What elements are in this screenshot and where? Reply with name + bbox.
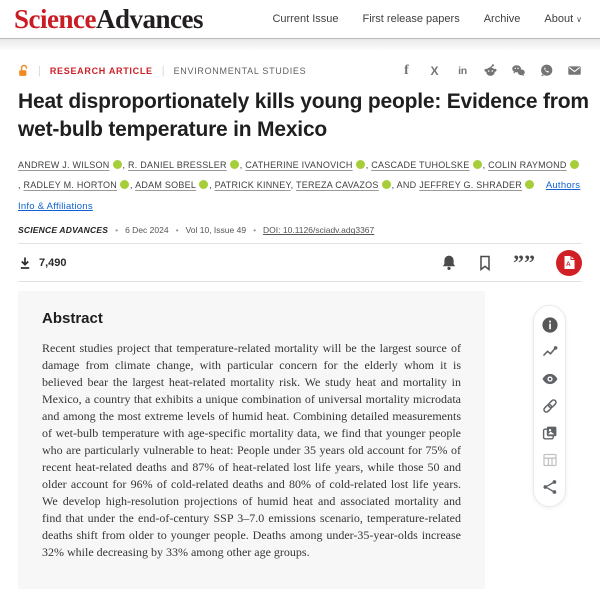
svg-text:A: A: [566, 261, 571, 269]
info-icon[interactable]: [541, 316, 559, 334]
logo-advances: Advances: [95, 3, 203, 34]
alerts-bell-icon[interactable]: [441, 254, 457, 271]
doi-link[interactable]: DOI: 10.1126/sciadv.adq3367: [263, 225, 375, 236]
citation-quote-icon[interactable]: ””: [513, 249, 535, 275]
author-separator: ,: [209, 180, 215, 191]
facebook-icon[interactable]: f: [404, 62, 409, 78]
nav-item[interactable]: Current Issue: [272, 13, 339, 25]
author-link[interactable]: COLIN RAYMOND: [488, 160, 567, 171]
download-icon[interactable]: [18, 256, 32, 270]
site-header: [0, 0, 600, 38]
orcid-icon[interactable]: [199, 180, 208, 189]
badge-row: [18, 63, 582, 78]
nav-item[interactable]: About ∨: [544, 13, 582, 25]
bullet: •: [175, 225, 179, 236]
author-separator: ,: [122, 160, 129, 171]
author-link[interactable]: PATRICK KINNEY: [214, 180, 291, 191]
author-link[interactable]: ADAM SOBEL: [135, 180, 197, 191]
bullet: •: [253, 225, 257, 236]
header-shadow-band: [0, 38, 600, 50]
author-separator: ,: [290, 180, 296, 191]
bullet: •: [115, 225, 119, 236]
main-nav: [272, 13, 582, 25]
divider: [18, 281, 582, 282]
wechat-icon[interactable]: [511, 63, 526, 78]
orcid-icon[interactable]: [356, 160, 365, 169]
linkedin-icon[interactable]: in: [458, 64, 467, 77]
x-icon[interactable]: X: [430, 63, 439, 78]
author-link[interactable]: JEFFREY G. SHRADER: [419, 180, 523, 191]
author-separator: ,: [239, 160, 246, 171]
authors-info-link[interactable]: Authors Info & Affiliations: [18, 180, 581, 213]
article-type-label[interactable]: RESEARCH ARTICLE: [49, 65, 153, 76]
abstract-text: Recent studies project that temperature-related mortality will be the largest source of damage from climate change, with particular concern for the elderly whom it is believed bear the largest heat-related mortality risk. We study heat and mortality in Mexico, a country that exhibits a unique combination of universal mortality microdata and among the most extreme levels of humid heat. Combining detailed measurements of wet-bulb temperature with age-specific mortality data, we find that younger people who are particularly vulnerable to heat: People under 35 years old account for 75% of recent heat-related deaths and 87% of heat-related lost life years, while those 50 and older account for 96% of cold-related deaths and 80% of cold-related lost life years. We develop high-resolution projections of humid heat and associated mortality and find that under the end-of-century SSP 3–7.0 emissions scenario, temperature-related deaths shift from older to younger people. Deaths among under-35-year-olds increase 32% while decreasing by 33% among other age groups.: [42, 341, 461, 560]
volume-issue: Vol 10, Issue 49: [185, 225, 247, 236]
orcid-icon[interactable]: [382, 180, 391, 189]
downloads-metric: [18, 256, 67, 270]
action-icon-bar: [441, 250, 582, 276]
author-separator: ,: [18, 180, 24, 191]
author-list: [18, 155, 582, 217]
separator: |: [161, 64, 165, 77]
email-icon[interactable]: [567, 63, 582, 78]
author-link[interactable]: CATHERINE IVANOVICH: [245, 160, 353, 171]
orcid-icon[interactable]: [120, 180, 129, 189]
science-advances-logo[interactable]: [14, 3, 203, 34]
metrics-icon[interactable]: [541, 343, 559, 361]
share-icon[interactable]: [541, 478, 559, 496]
chevron-down-icon: ∨: [576, 15, 582, 24]
orcid-icon[interactable]: [113, 160, 122, 169]
publish-date: 6 Dec 2024: [125, 225, 169, 236]
orcid-icon[interactable]: [570, 160, 579, 169]
tables-icon[interactable]: [541, 451, 559, 469]
metrics-row: [18, 244, 582, 281]
bookmark-icon[interactable]: [478, 255, 492, 271]
author-separator: , AND: [391, 180, 420, 191]
author-link[interactable]: RADLEY M. HORTON: [23, 180, 118, 191]
subject-label[interactable]: ENVIRONMENTAL STUDIES: [173, 65, 307, 76]
article-tool-rail: [533, 305, 566, 507]
author-link[interactable]: CASCADE TUHOLSKE: [371, 160, 470, 171]
journal-name: SCIENCE ADVANCES: [18, 225, 109, 236]
abstract-panel: [18, 291, 485, 589]
nav-item[interactable]: Archive: [483, 13, 521, 25]
author-link[interactable]: ANDREW J. WILSON: [18, 160, 110, 171]
share-icon-bar: [399, 63, 582, 78]
article-type-group: [18, 64, 306, 77]
views-eye-icon[interactable]: [541, 370, 559, 388]
logo-science: Science: [14, 3, 96, 34]
author-link[interactable]: R. DANIEL BRESSLER: [128, 160, 227, 171]
media-icon[interactable]: [541, 424, 559, 442]
author-separator: ,: [365, 160, 372, 171]
reddit-icon[interactable]: [483, 63, 498, 78]
whatsapp-icon[interactable]: [539, 63, 554, 78]
orcid-icon[interactable]: [473, 160, 482, 169]
download-count: 7,490: [39, 256, 67, 269]
author-link[interactable]: TEREZA CAVAZOS: [295, 180, 379, 191]
link-icon[interactable]: [541, 397, 559, 415]
abstract-heading: Abstract: [42, 310, 103, 328]
nav-item[interactable]: First release papers: [362, 13, 460, 25]
article-meta: [18, 225, 582, 235]
separator: |: [38, 64, 41, 77]
article-title: Heat disproportionately kills young people: Evidence from wet-bulb temperature in Mexico: [18, 90, 589, 141]
author-separator: ,: [130, 180, 136, 191]
open-access-lock-icon: [18, 64, 29, 77]
author-separator: ,: [482, 160, 489, 171]
orcid-icon[interactable]: [230, 160, 239, 169]
pdf-icon[interactable]: [556, 250, 582, 276]
orcid-icon[interactable]: [525, 180, 534, 189]
